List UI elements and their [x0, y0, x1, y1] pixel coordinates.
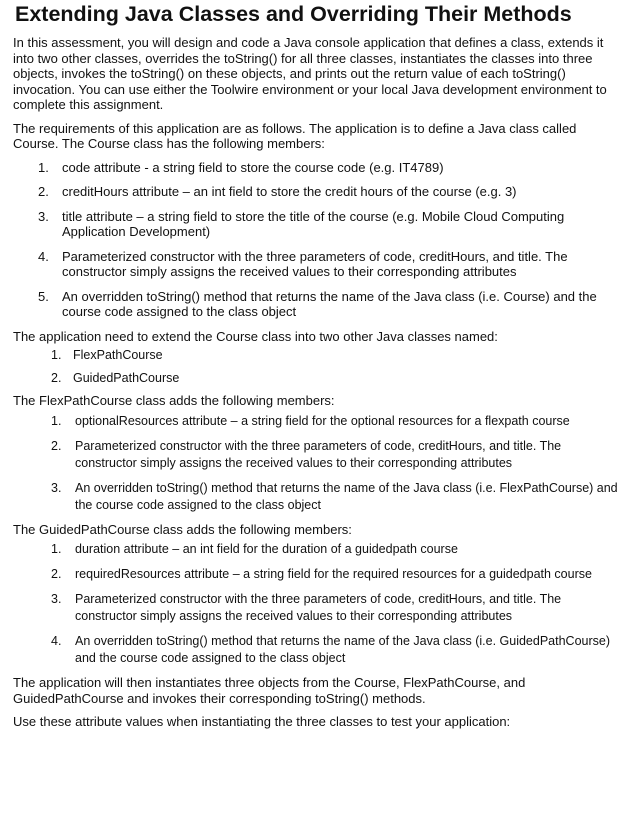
list-item: 3. title attribute – a string field to store the title of the course (e.g. Mobile Cloud Computing Application Development) [38, 208, 565, 239]
page-title: Extending Java Classes and Overriding Their Methods [15, 2, 572, 26]
list-item: 1. optionalResources attribute – a string field for the optional resources for a flexpath course [51, 413, 570, 428]
list-item: 4. Parameterized constructor with the three parameters of code, creditHours, and title. The constructor simply assigns the received values to their corresponding attributes [38, 248, 568, 279]
flex-members-list [13, 413, 625, 514]
use-values-paragraph: Use these attribute values when instantiating the three classes to test your application: [13, 714, 511, 729]
list-item: 1. code attribute - a string field to store the course code (e.g. IT4789) [38, 159, 444, 175]
list-item: 4. An overridden toString() method that returns the name of the Java class (i.e. GuidedPathCourse) and the course code assigned to the class object [51, 634, 610, 665]
extend-paragraph: The application need to extend the Course class into two other Java classes named: [13, 328, 498, 344]
list-item: 1. duration attribute – an int field for the duration of a guidedpath course [51, 542, 458, 556]
list-item: 2. creditHours attribute – an int field to store the credit hours of the course (e.g. 3) [38, 184, 517, 199]
list-item: 2. GuidedPathCourse [51, 370, 180, 385]
list-item: 2. requiredResources attribute – a string field for the required resources for a guidedpath course [51, 567, 592, 581]
guided-paragraph: The GuidedPathCourse class adds the following members: [13, 521, 352, 537]
requirements-paragraph: The requirements of this application are as follows. The application is to define a Java class called Course. The Course class has the following members: [13, 120, 577, 151]
instantiate-paragraph: The application will then instantiates three objects from the Course, FlexPathCourse, and GuidedPathCourse and invokes their corresponding toString() methods. [13, 675, 526, 706]
intro-paragraph: In this assessment, you will design and code a Java console application that defines a class, extends it into two other classes, overrides the toString() for all three classes, instantiates the classes into three objects, invokes the toString() on these objects, and prints out the return value of each toString() invocation. You can use either the Toolwire environment or your local Java development environment to complete this assignment. [13, 35, 607, 112]
list-item: 3. An overridden toString() method that returns the name of the Java class (i.e. FlexPathCourse) and the course code assigned to the class object [51, 480, 618, 512]
flex-paragraph: The FlexPathCourse class adds the following members: [13, 393, 335, 408]
guided-members-list [13, 541, 625, 667]
subclasses-list [13, 348, 625, 386]
list-item: 1. FlexPathCourse [51, 348, 163, 362]
course-members-list [13, 160, 625, 320]
list-item: 5. An overridden toString() method that returns the name of the Java class (i.e. Course) and the course code assigned to the class object [38, 288, 597, 319]
list-item: 2. Parameterized constructor with the three parameters of code, creditHours, and title. The constructor simply assigns the received values to their corresponding attributes [51, 438, 562, 470]
list-item: 3. Parameterized constructor with the three parameters of code, creditHours, and title. The constructor simply assigns the received values to their corresponding attributes [51, 592, 562, 623]
